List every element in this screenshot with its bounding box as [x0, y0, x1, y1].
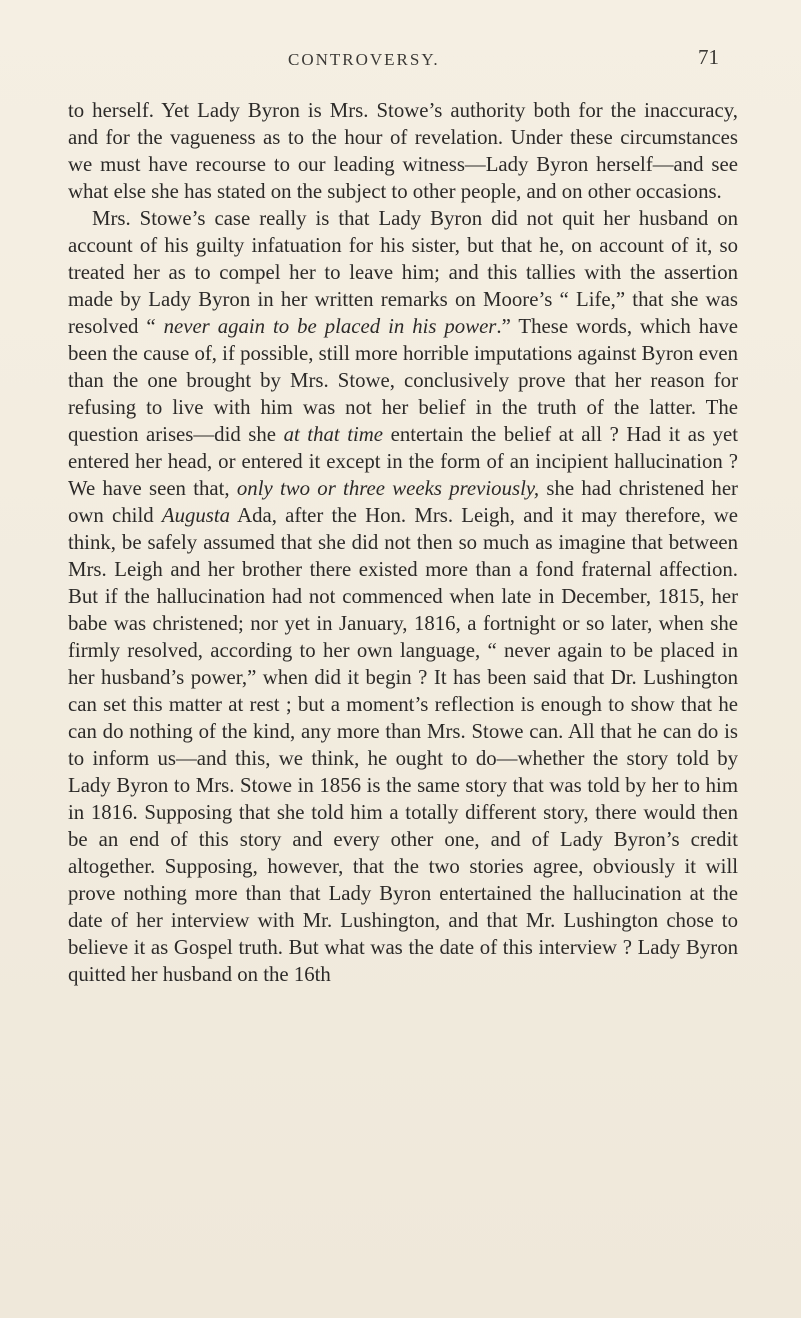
- text-run: .” These words, which have been the cause of, if possible, still more horrible imputations against Byron even than the one brought by Mrs. Stowe, conclusively prove that her reason for refusing to live with him was not her belief in the truth of the latter. The question arises—did she: [68, 315, 738, 446]
- text-run: entertain the belief at all ? Had it as yet entered her head, or entered it except in the form of an incipient hallucination ? We have seen that,: [68, 423, 739, 500]
- paragraph: [68, 205, 738, 988]
- paragraph: [68, 97, 738, 205]
- italic-run: never again to be placed in his power: [163, 315, 497, 338]
- running-title: CONTROVERSY.: [288, 50, 440, 69]
- text-run: Mrs. Stowe’s case really is that Lady Byron did not quit her husband on account of his guilty infatuation for his sister, but that he, on account of it, so treated her as to compel her to leave him; and this tallies with the assertion made by Lady Byron in her written remarks on Moore’s “ Life,” that she was resolved “: [68, 207, 738, 338]
- italic-run: Augusta: [161, 504, 231, 527]
- italic-run: at that time: [283, 423, 384, 446]
- text-run: Ada, after the Hon. Mrs. Leigh, and it may therefore, we think, be safely assumed that she did not then so much as imagine that between Mrs. Leigh and her brother there existed more than a fond fraternal affection. But if the hallucination had not commenced when late in December, 1815, her babe was christened; nor yet in January, 1816, a fortnight or so later, when she firmly resolved, according to her own language, “ never again to be placed in her husband’s power,” when did it begin ? It has been said that Dr. Lushington can set this matter at rest ; but a moment’s reflection is enough to show that he can do nothing of the kind, any more than Mrs. Stowe can. All that he can do is to inform us—and this, we think, he ought to do—whether the story told by Lady Byron to Mrs. Stowe in 1856 is the same story that was told by her to him in 1816. Supposing that she told him a totally different story, there would then be an end of this story and every other one, and of Lady Byron’s credit altogether. Supposing, however, that the two stories agree, obviously it will prove nothing more than that Lady Byron entertained the hallucination at the date of her interview with Mr. Lushington, and that Mr. Lushington chose to believe it as Gospel truth. But what was the date of this interview ? Lady Byron quitted her husband on the 16th: [68, 504, 738, 986]
- body-text: [68, 97, 738, 988]
- italic-run: only two or three weeks previously,: [236, 477, 540, 500]
- text-run: she had christened her own child: [68, 477, 738, 527]
- text-run: to herself. Yet Lady Byron is Mrs. Stowe’s authority both for the inaccuracy, and for the vagueness as to the hour of revelation. Under these circumstances we must have recourse to our leading witness—Lady Byron herself—and see what else she has stated on the subject to other people, and on other occasions.: [68, 99, 738, 203]
- page-number: 71: [698, 45, 719, 69]
